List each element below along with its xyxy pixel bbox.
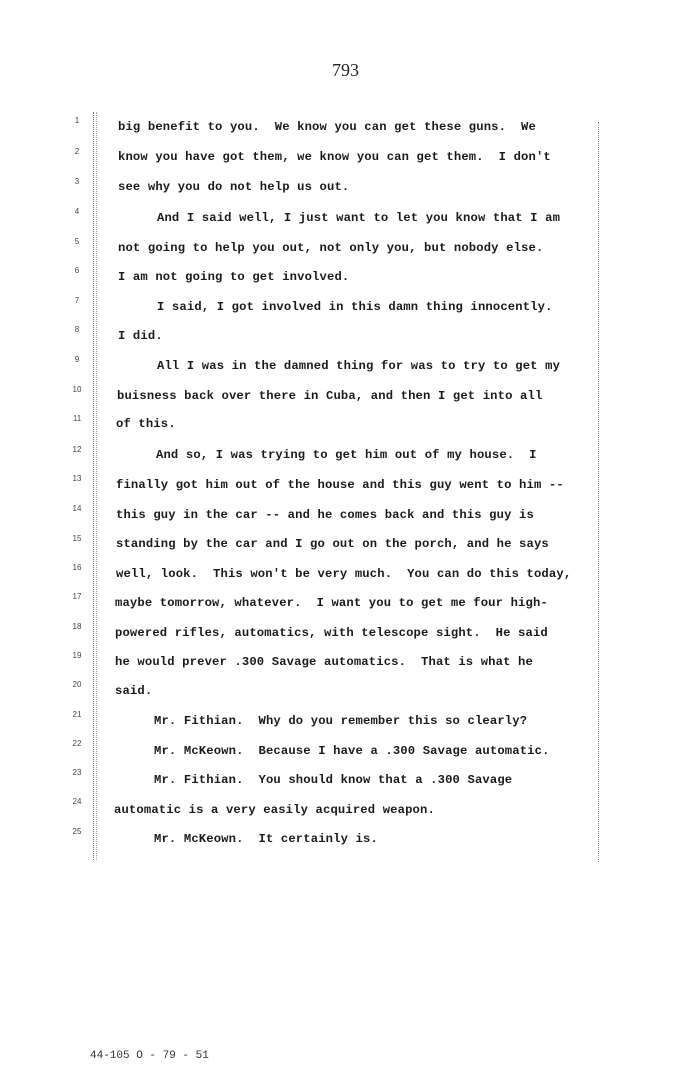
transcript-line: of this. <box>116 417 176 431</box>
line-number: 25 <box>72 827 82 836</box>
transcript-line: said. <box>115 684 153 698</box>
transcript-line: I am not going to get involved. <box>118 270 350 284</box>
page-number: 793 <box>332 60 359 80</box>
line-number: 13 <box>72 474 82 483</box>
line-number: 24 <box>72 797 82 806</box>
transcript-line: know you have got them, we know you can get them. I don't <box>118 150 551 164</box>
line-number: 1 <box>74 116 80 125</box>
line-number: 2 <box>74 147 80 156</box>
transcript-line: powered rifles, automatics, with telescope sight. He said <box>115 626 548 640</box>
line-number: 9 <box>74 355 80 364</box>
transcript-line: big benefit to you. We know you can get these guns. We <box>118 120 536 134</box>
transcript-line: he would prever .300 Savage automatics. That is what he <box>115 655 533 669</box>
line-number: 11 <box>72 414 82 423</box>
transcript-line: Mr. McKeown. Because I have a .300 Savage automatic. <box>154 744 550 758</box>
line-number: 5 <box>74 237 80 246</box>
line-number: 20 <box>72 680 82 689</box>
transcript-line: All I was in the damned thing for was to try to get my <box>157 359 561 373</box>
line-number: 10 <box>72 385 82 394</box>
transcript-line: this guy in the car -- and he comes back and this guy is <box>116 508 534 522</box>
line-number: 22 <box>72 739 82 748</box>
line-number: 4 <box>74 207 80 216</box>
line-number: 14 <box>72 504 82 513</box>
transcript-line: standing by the car and I go out on the porch, and he says <box>116 537 549 551</box>
line-number: 16 <box>72 563 82 572</box>
transcript-line: Mr. Fithian. You should know that a .300 Savage <box>154 773 513 787</box>
transcript-line: I did. <box>118 329 163 343</box>
transcript-line: And I said well, I just want to let you know that I am <box>157 211 561 225</box>
transcript-line: Mr. Fithian. Why do you remember this so clearly? <box>154 714 528 728</box>
transcript-line: well, look. This won't be very much. You can do this today, <box>116 567 572 581</box>
line-number: 7 <box>74 296 80 305</box>
line-number: 8 <box>74 325 80 334</box>
footer-code: 44-105 O - 79 - 51 <box>90 1050 209 1062</box>
transcript-line: see why you do not help us out. <box>118 180 350 194</box>
line-number: 12 <box>72 445 82 454</box>
transcript-line: I said, I got involved in this damn thing innocently. <box>157 300 553 314</box>
transcript-line: finally got him out of the house and this guy went to him -- <box>116 478 564 492</box>
transcript-line: not going to help you out, not only you, but nobody else. <box>118 241 544 255</box>
line-number: 19 <box>72 651 82 660</box>
right-margin-rule <box>598 122 600 862</box>
line-number: 6 <box>74 266 80 275</box>
left-margin-rule-inner <box>96 112 98 860</box>
line-number: 18 <box>72 622 82 631</box>
transcript-line: buisness back over there in Cuba, and then I get into all <box>117 389 543 403</box>
transcript-line: automatic is a very easily acquired weapon. <box>114 803 435 817</box>
line-number: 15 <box>72 534 82 543</box>
line-number: 23 <box>72 768 82 777</box>
left-margin-rule <box>93 112 95 860</box>
line-number: 3 <box>74 177 80 186</box>
line-number: 21 <box>72 710 82 719</box>
transcript-line: maybe tomorrow, whatever. I want you to get me four high- <box>115 596 548 610</box>
line-number: 17 <box>72 592 82 601</box>
transcript-line: Mr. McKeown. It certainly is. <box>154 832 378 846</box>
transcript-line: And so, I was trying to get him out of my house. I <box>156 448 537 462</box>
